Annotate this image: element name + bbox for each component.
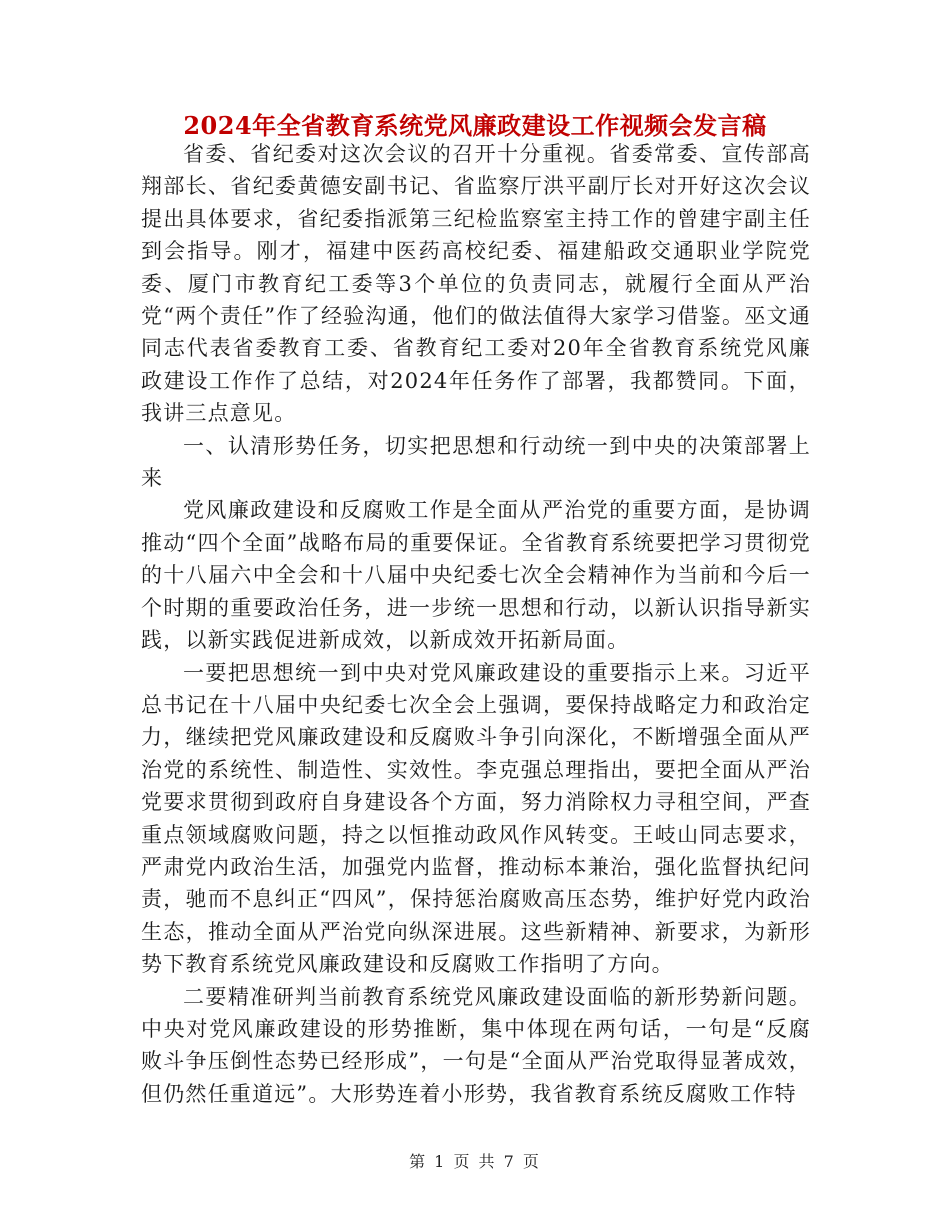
- paragraph-point-2: 二要精准研判当前教育系统党风廉政建设面临的新形势新问题。中央对党风廉政建设的形势推断，集中体现在两句话，一句是“反腐败斗争压倒性态势已经形成”，一句是“全面从严治党取得显著成效，但仍然任重道远”。大形势连着小形势，我省教育系统反腐败工作特: [141, 984, 811, 1106]
- page-number-footer: 第 1 页 共 7 页: [409, 1152, 541, 1171]
- document-body: [141, 138, 811, 1110]
- section-heading-1: 一、认清形势任务，切实把思想和行动统一到中央的决策部署上来: [141, 433, 811, 491]
- paragraph-intro: 省委、省纪委对这次会议的召开十分重视。省委常委、宣传部高翔部长、省纪委黄德安副书记、省监察厅洪平副厅长对开好这次会议提出具体要求，省纪委指派第三纪检监察室主持工作的曾建宇副主任到会指导。刚才，福建中医药高校纪委、福建船政交通职业学院党委、厦门市教育纪工委等3个单位的负责同志，就履行全面从严治党“两个责任”作了经验沟通，他们的做法值得大家学习借鉴。巫文通同志代表省委教育工委、省教育纪工委对20年全省教育系统党风廉政建设工作作了总结，对2024年任务作了部署，我都赞同。下面，我讲三点意见。: [141, 142, 811, 426]
- document-title: 2024年全省教育系统党风廉政建设工作视频会发言稿: [183, 111, 767, 140]
- paragraph-section-1-overview: 党风廉政建设和反腐败工作是全面从严治党的重要方面，是协调推动“四个全面”战略布局的重要保证。全省教育系统要把学习贯彻党的十八届六中全会和十八届中央纪委七次全会精神作为当前和今后一个时期的重要政治任务，进一步统一思想和行动，以新认识指导新实践，以新实践促进新成效，以新成效开拓新局面。: [141, 498, 811, 653]
- paragraph-point-1: 一要把思想统一到中央对党风廉政建设的重要指示上来。习近平总书记在十八届中央纪委七次全会上强调，要保持战略定力和政治定力，继续把党风廉政建设和反腐败斗争引向深化，不断增强全面从严治党的系统性、制造性、实效性。李克强总理指出，要把全面从严治党要求贯彻到政府自身建设各个方面，努力消除权力寻租空间，严查重点领域腐败问题，持之以恒推动政风作风转变。王岐山同志要求，严肃党内政治生活，加强党内监督，推动标本兼治，强化监督执纪问责，驰而不息纠正“四风”，保持惩治腐败高压态势，维护好党内政治生态，推动全面从严治党向纵深进展。这些新精神、新要求，为新形势下教育系统党风廉政建设和反腐败工作指明了方向。: [141, 660, 811, 977]
